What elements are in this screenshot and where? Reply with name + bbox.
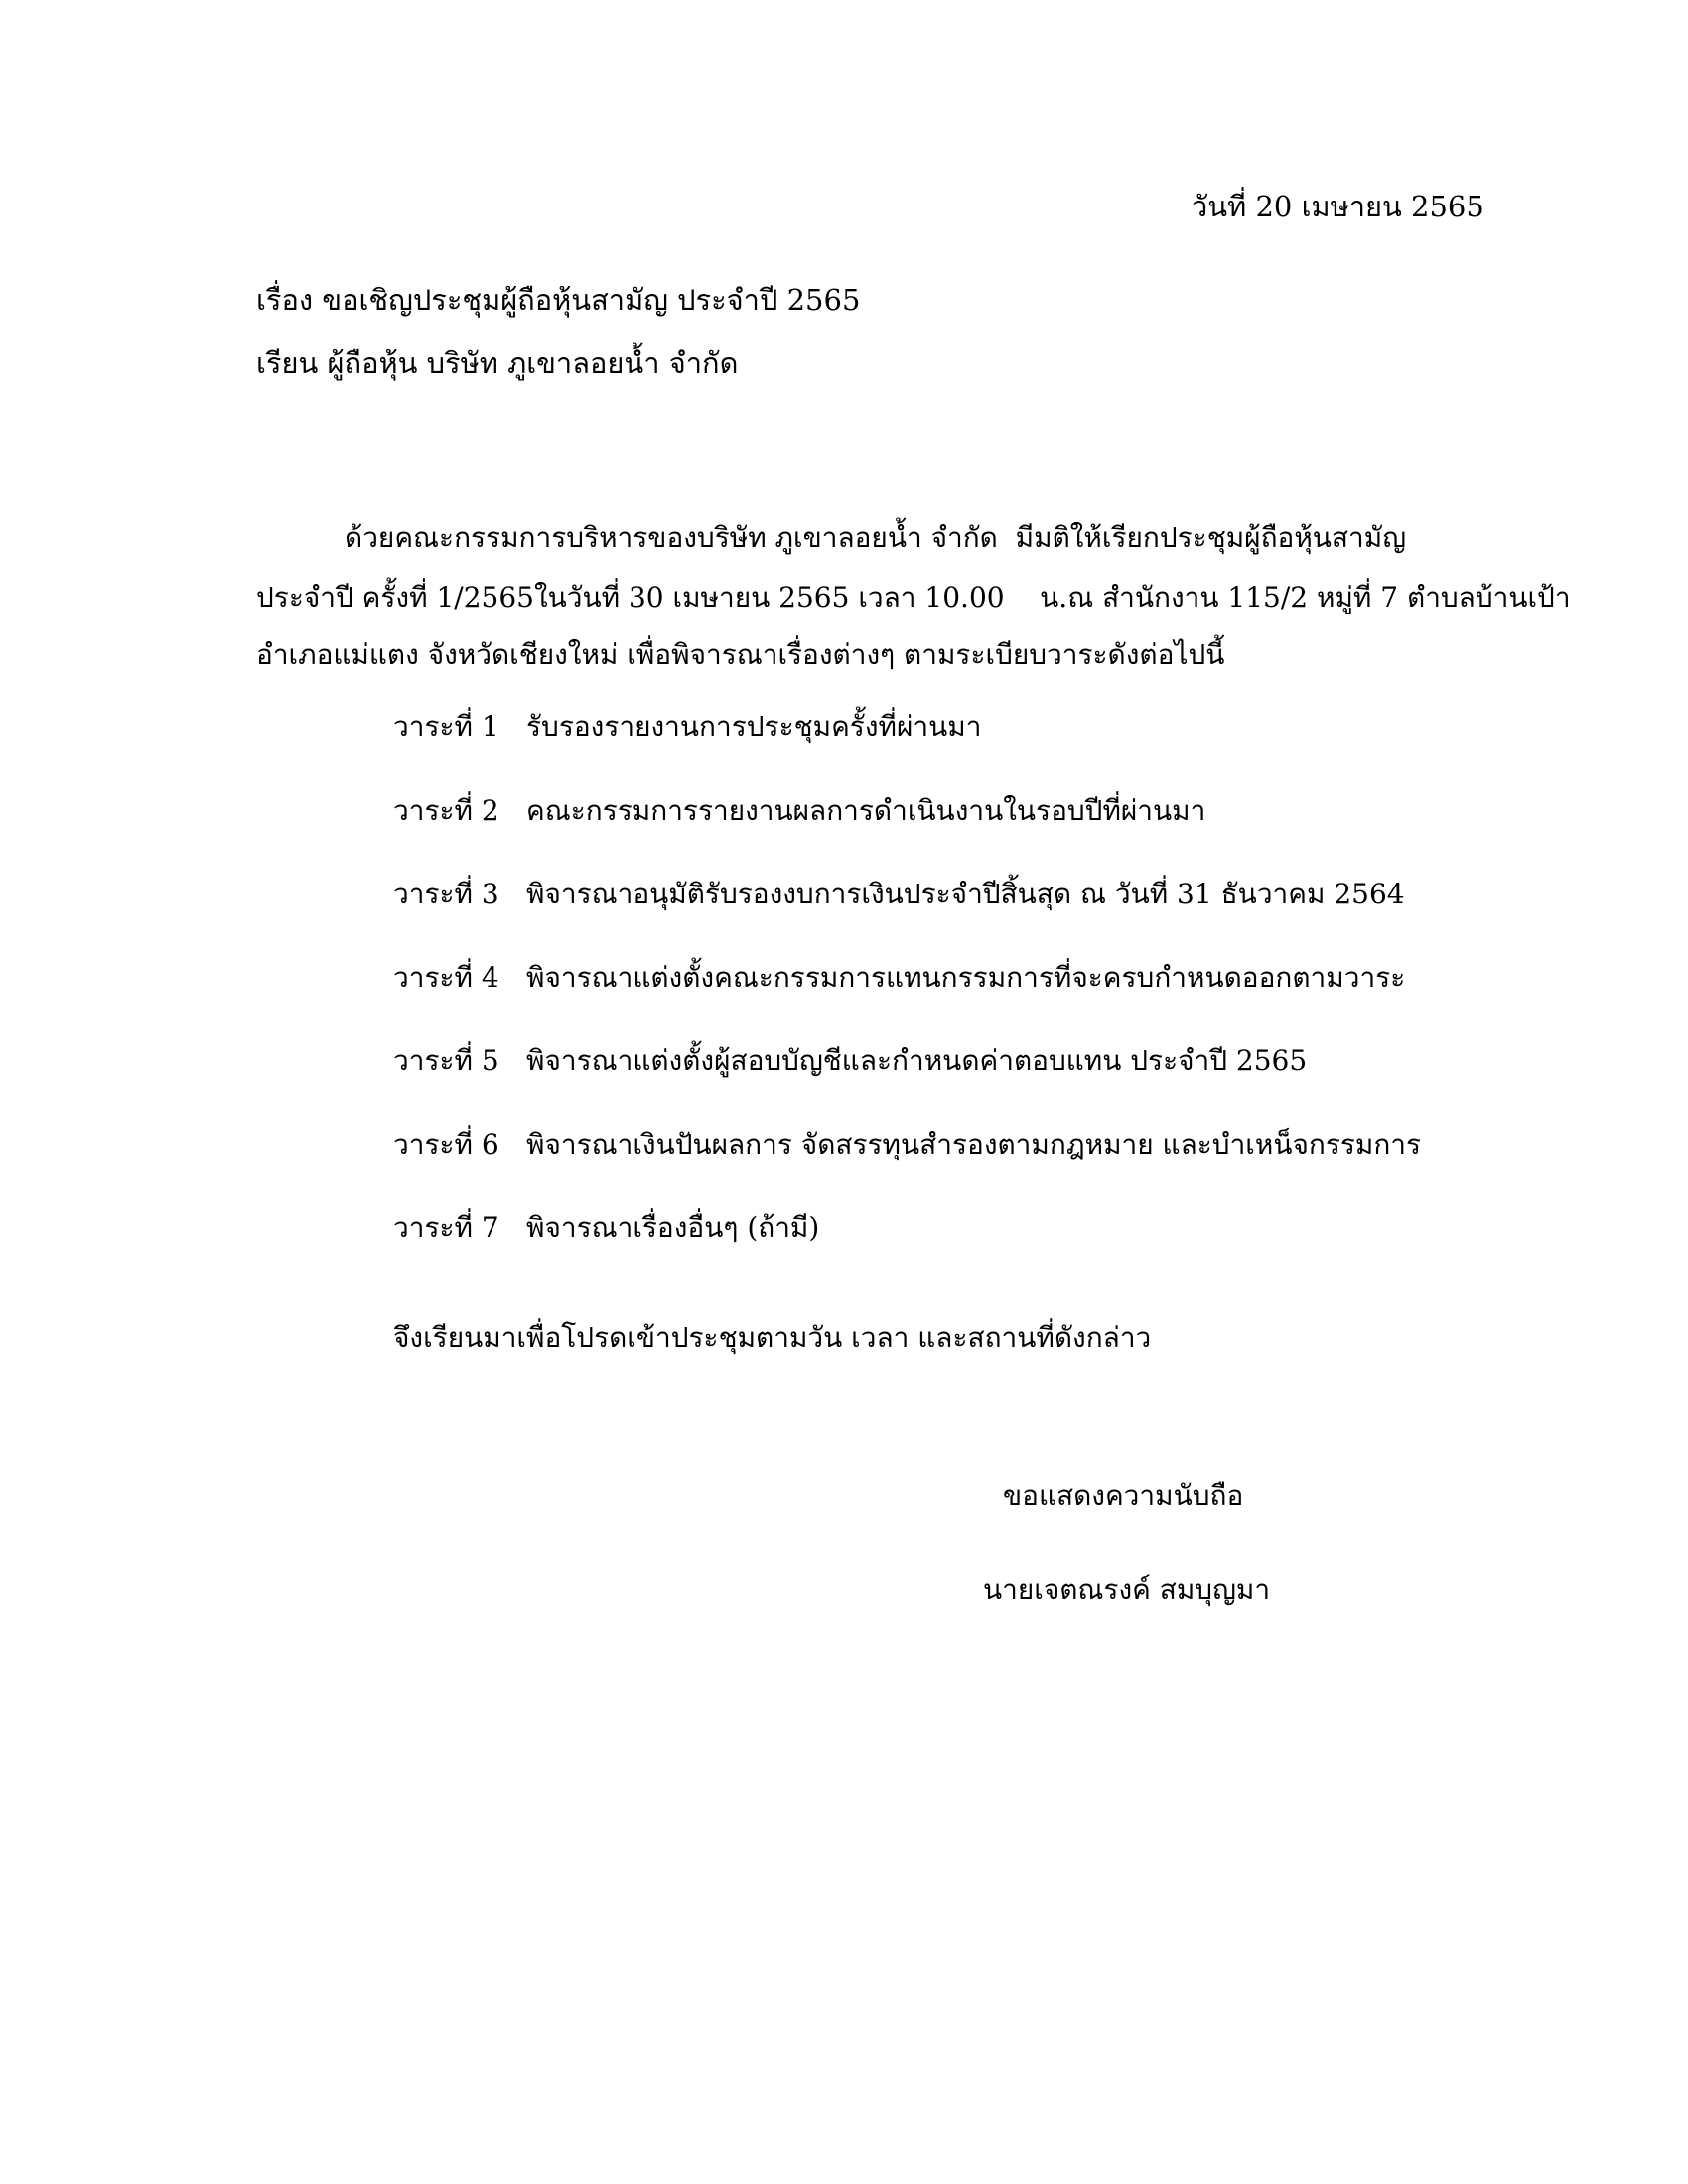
letter-recipient: เรียน ผู้ถือหุ้น บริษัท ภูเขาลอยน้ำ จำกัด [256,346,739,380]
agenda-item-1 [393,707,981,747]
agenda-text: พิจารณาเรื่องอื่นๆ (ถ้ามี) [526,1211,820,1244]
body-line-1: ด้วยคณะกรรมการบริหารของบริษัท ภูเขาลอยน้ำ จำกัด มีมติให้เรียกประชุมผู้ถือหุ้นสามัญ [256,521,1407,554]
signer-name: นายเจตณรงค์ สมบุญมา [983,1573,1271,1606]
regards-line: ขอแสดงความนับถือ [1003,1479,1244,1512]
agenda-text: พิจารณาแต่งตั้งคณะกรรมการแทนกรรมการที่จะครบกำหนดออกตามวาระ [526,961,1406,994]
body-line-3: อำเภอแม่แตง จังหวัดเชียงใหม่ เพื่อพิจารณาเรื่องต่างๆ ตามระเบียบวาระดังต่อไปนี้ [256,638,1225,671]
agenda-number: วาระที่ 7 [393,1211,499,1244]
agenda-number: วาระที่ 3 [393,878,499,910]
agenda-item-7 [393,1208,819,1248]
agenda-number: วาระที่ 1 [393,710,499,743]
agenda-number: วาระที่ 6 [393,1128,499,1160]
agenda-number: วาระที่ 5 [393,1044,499,1077]
body-line-2: ประจำปี ครั้งที่ 1/2565ในวันที่ 30 เมษายน 2565 เวลา 10.00 น.ณ สำนักงาน 115/2 หมู่ที่ 7 ตำบลบ้านเป้า [256,581,1571,614]
agenda-text: พิจารณาเงินปันผลการ จัดสรรทุนสำรองตามกฎหมาย และบำเหน็จกรรมการ [526,1128,1422,1160]
agenda-number: วาระที่ 2 [393,794,499,827]
letter-date: วันที่ 20 เมษายน 2565 [1192,190,1484,223]
agenda-item-6 [393,1125,1421,1164]
agenda-number: วาระที่ 4 [393,961,499,994]
agenda-item-4 [393,958,1405,998]
letter-subject: เรื่อง ขอเชิญประชุมผู้ถือหุ้นสามัญ ประจำปี 2565 [256,283,861,317]
agenda-item-2 [393,791,1205,831]
agenda-text: พิจารณาอนุมัติรับรองงบการเงินประจำปีสิ้นสุด ณ วันที่ 31 ธันวาคม 2564 [526,878,1405,910]
agenda-item-5 [393,1041,1307,1081]
closing-line: จึงเรียนมาเพื่อโปรดเข้าประชุมตามวัน เวลา และสถานที่ดังกล่าว [393,1321,1152,1354]
agenda-item-3 [393,875,1405,914]
agenda-text: รับรองรายงานการประชุมครั้งที่ผ่านมา [526,710,982,743]
agenda-text: คณะกรรมการรายงานผลการดำเนินงานในรอบปีที่ผ่านมา [526,794,1206,827]
agenda-text: พิจารณาแต่งตั้งผู้สอบบัญชีและกำหนดค่าตอบแทน ประจำปี 2565 [526,1044,1308,1077]
